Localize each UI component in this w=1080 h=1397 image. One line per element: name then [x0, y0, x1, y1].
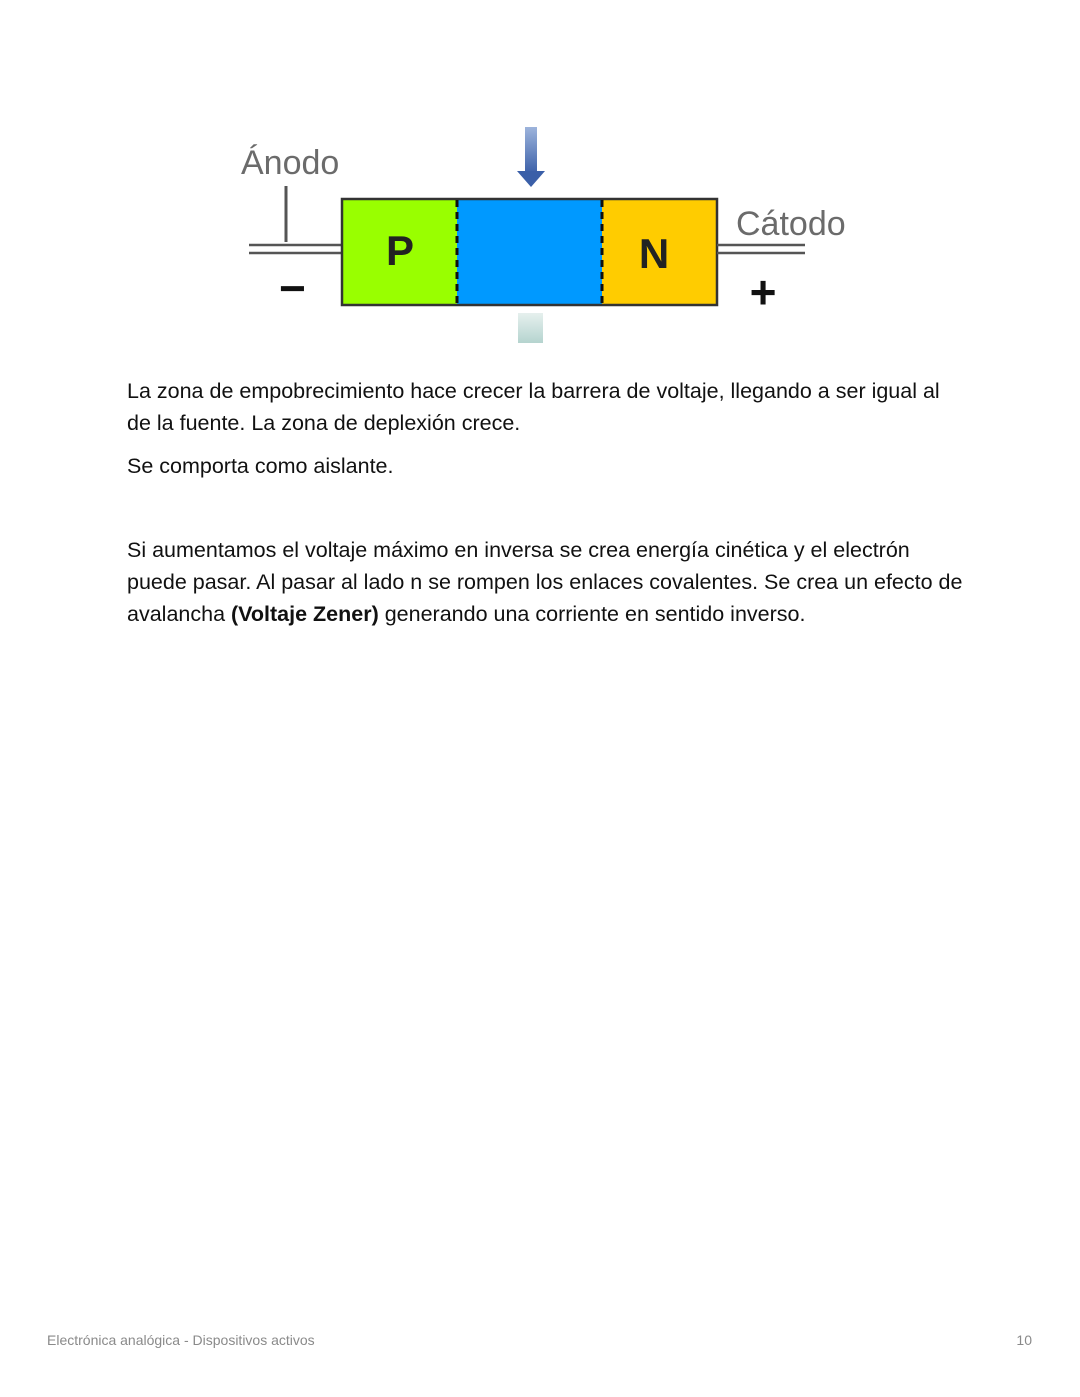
plus-sign: +	[749, 266, 777, 318]
paragraph-depletion-zone: La zona de empobrecimiento hace crecer la barrera de voltaje, llegando a ser igual al de la fuente. La zona de deplexión crece.	[127, 379, 940, 435]
zener-text-before: Si aumentamos el voltaje máximo en inversa se crea energía cinética y el electrón puede pasar. Al pasar al lado n se rompen los enlaces covalentes. Se crea un efecto de avalancha	[127, 538, 963, 626]
footer-page-number: 10	[1016, 1332, 1032, 1348]
zener-voltage-term: (Voltaje Zener)	[231, 602, 379, 626]
anode-label: Ánodo	[241, 144, 340, 182]
minus-sign: −	[279, 262, 306, 314]
footer-document-title: Electrónica analógica - Dispositivos activos	[47, 1332, 315, 1348]
arrow-shaft	[525, 127, 537, 174]
pn-junction-svg	[230, 120, 870, 350]
p-label: P	[385, 227, 415, 274]
paragraph-zener-breakdown	[127, 534, 967, 630]
n-label: N	[638, 230, 670, 277]
bottom-stub	[518, 313, 543, 343]
pn-junction-diagram	[230, 120, 870, 350]
cathode-label: Cátodo	[736, 205, 846, 243]
arrow-head	[517, 171, 545, 187]
depletion-region	[457, 199, 602, 305]
paragraph-insulator: Se comporta como aislante.	[127, 454, 394, 478]
zener-text-after: generando una corriente en sentido inverso.	[378, 602, 806, 626]
